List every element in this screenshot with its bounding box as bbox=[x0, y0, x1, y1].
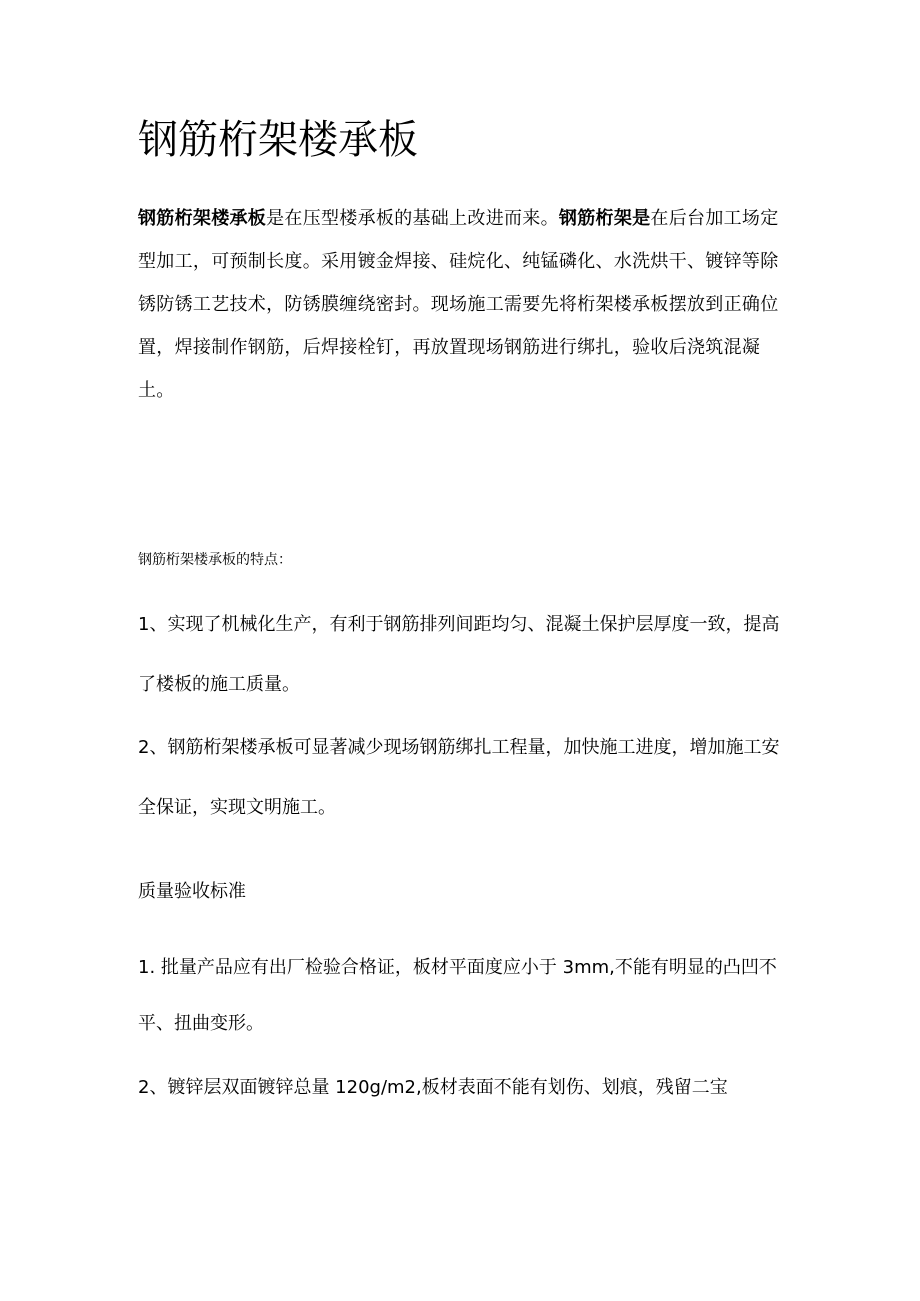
intro-text-2: 在后台加工场定型加工，可预制长度。采用镀金焊接、硅烷化、纯锰磷化、水洗烘干、镀锌等除锈防锈工艺技术，防锈膜缠绕密封。现场施工需要先将桁架楼承板摆放到正确位置，焊接制作钢筋，后焊接栓钉，再放置现场钢筋进行绑扎，验收后浇筑混凝土。 bbox=[138, 208, 779, 401]
quality-heading: 质量验收标准 bbox=[138, 881, 246, 902]
quality-item-1: 1. 批量产品应有出厂检验合格证，板材平面度应小于 3mm,不能有明显的凸凹不平、扭曲变形。 bbox=[138, 957, 777, 1034]
feature-item-1: 1、实现了机械化生产，有利于钢筋排列间距均匀、混凝土保护层厚度一致，提高了楼板的施工质量。 bbox=[138, 614, 780, 695]
intro-term-truss-deck: 钢筋桁架楼承板 bbox=[138, 208, 267, 229]
feature-item-2: 2、钢筋桁架楼承板可显著减少现场钢筋绑扎工程量，加快施工进度，增加施工安全保证，实现文明施工。 bbox=[138, 737, 780, 818]
intro-paragraph bbox=[138, 197, 788, 412]
page-title: 钢筋桁架楼承板 bbox=[138, 117, 418, 163]
intro-text-1: 是在压型楼承板的基础上改进而来。 bbox=[266, 208, 559, 229]
features-heading: 钢筋桁架楼承板的特点： bbox=[138, 552, 292, 568]
quality-item-2: 2、镀锌层双面镀锌总量 120g/m2,板材表面不能有划伤、划痕，残留二宝 bbox=[138, 1077, 728, 1098]
intro-term-truss: 钢筋桁架是 bbox=[558, 208, 651, 229]
